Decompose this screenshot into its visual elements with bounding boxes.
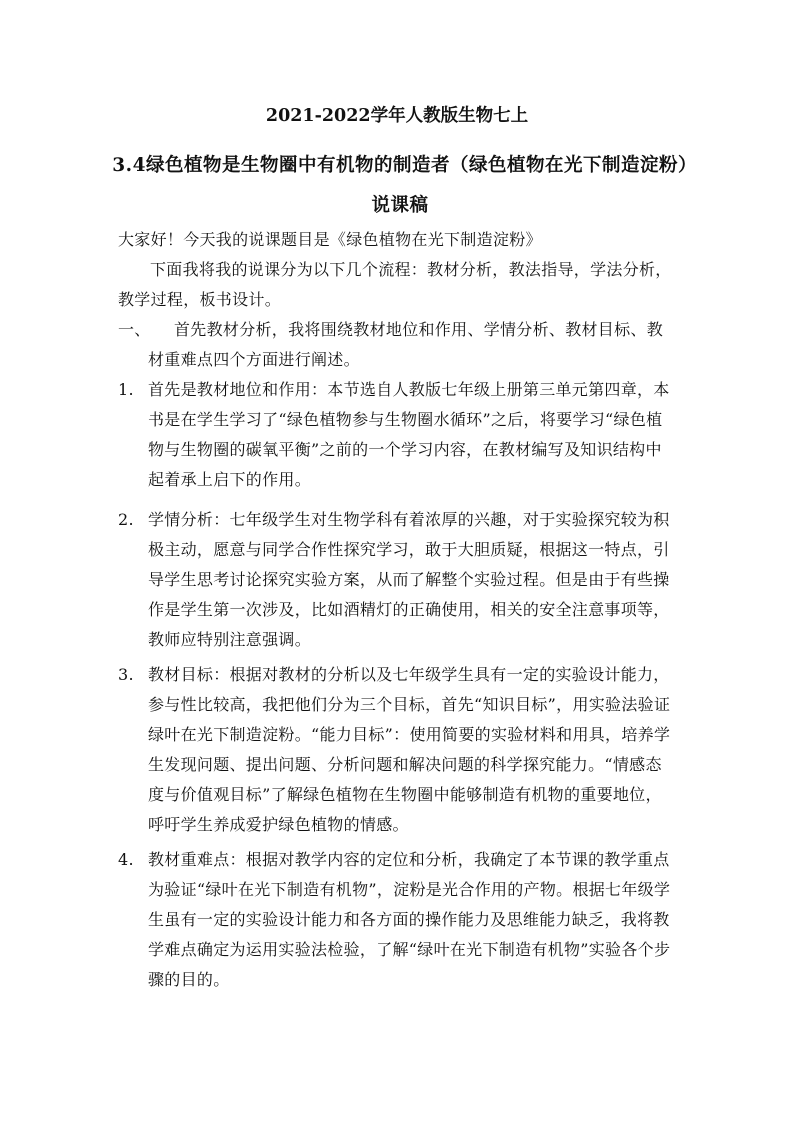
list-item-number: 4. [118,850,134,869]
list-item-text: 首先是教材地位和作用：本节选自人教版七年级上册第三单元第四章，本书是在学生学习了“绿色植物参与生物圈水循环”之后，将要学习“绿色植物与生物圈的碳氧平衡”之前的一个学习内容，在教材编写及知识结构中起着承上启下的作用。 [148,380,670,489]
section-1 [118,315,678,375]
greeting-paragraph: 大家好！今天我的说课题目是《绿色植物在光下制造淀粉》 [118,230,542,249]
list-item [118,845,678,995]
list-item [118,505,678,655]
section-1-text [118,315,678,375]
section-1-number: 一、 [118,320,151,339]
document-title-line1: 2021-2022学年人教版生物七上 [265,106,529,126]
list-item-number: 3. [118,665,134,684]
list-item-text: 教材目标：根据对教材的分析以及七年级学生具有一定的实验设计能力，参与性比较高，我把他们分为三个目标，首先“知识目标”，用实验法验证绿叶在光下制造淀粉。“能力目标”：使用简要的实验材料和用具，培养学生发现问题、提出问题、分析问题和解决问题的科学探究能力。“情感态度与价值观目标”了解绿色植物在生物圈中能够制造有机物的重要地位，呼吁学生养成爱护绿色植物的情感。 [148,665,671,834]
list-item-text: 教材重难点：根据对教学内容的定位和分析，我确定了本节课的教学重点为验证“绿叶在光下制造有机物”，淀粉是光合作用的产物。根据七年级学生虽有一定的实验设计能力和各方面的操作能力及思维能力缺乏，我将教学难点确定为运用实验法检验，了解“绿叶在光下制造有机物”实验各个步骤的目的。 [148,850,671,989]
list-item [118,660,678,840]
section-1-text-body: 首先教材分析，我将围绕教材地位和作用、学情分析、教材目标、教材重难点四个方面进行阐述。 [148,320,664,369]
list-item-number: 2. [118,510,134,529]
document-title-line2: 3.4绿色植物是生物圈中有机物的制造者（绿色植物在光下制造淀粉）说课稿 [112,155,688,216]
list-item-number: 1. [118,380,134,399]
list-item-text: 学情分析：七年级学生对生物学科有着浓厚的兴趣，对于实验探究较为积极主动，愿意与同学合作性探究学习，敢于大胆质疑，根据这一特点，引导学生思考讨论探究实验方案，从而了解整个实验过程。但是由于有些操作是学生第一次涉及，比如酒精灯的正确使用，相关的安全注意事项等，教师应特别注意强调。 [148,510,670,649]
intro-paragraph: 下面我将我的说课分为以下几个流程：教材分析，教法指导，学法分析，教学过程，板书设计。 [118,260,672,309]
list-item [118,375,678,495]
